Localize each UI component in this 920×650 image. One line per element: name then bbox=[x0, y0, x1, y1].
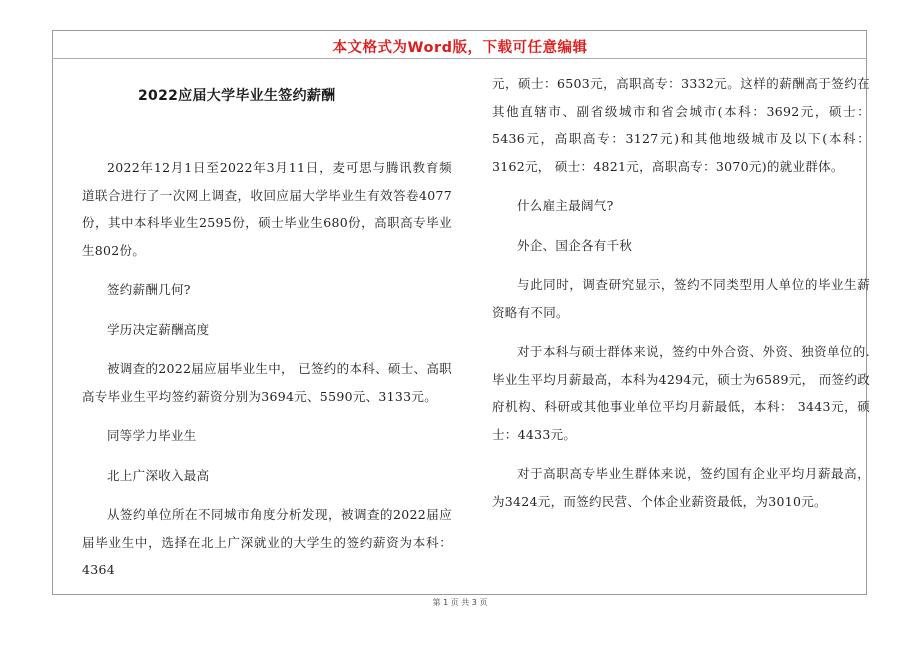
paragraph-city-analysis-cont: 元，硕士：6503元，高职高专：3332元。这样的薪酬高于签约在其他直辖市、副省级城市和省会城市(本科：3692元，硕士：5436元，高职高专：3127元)和其他地级城市及以下(本科：3162元， 硕士：4821元，高职高专：3070元)的就业群体。 bbox=[492, 76, 870, 174]
editable-notice-banner: 本文格式为Word版，下载可任意编辑 bbox=[332, 40, 588, 56]
paragraph-city-analysis: 从签约单位所在不同城市角度分析发现，被调查的2022届应届毕业生中，选择在北上广深就业的大学生的签约薪资为本科：4364 bbox=[82, 507, 452, 577]
heading-foreign-state-firms: 外企、国企各有千秋 bbox=[517, 237, 633, 253]
heading-salary-question: 签约薪酬几何? bbox=[107, 282, 191, 297]
paragraph-survey-intro: 2022年12月1日至2022年3月11日，麦可思与腾讯教育频道联合进行了一次网上调查，收回应届大学毕业生有效答卷4077份，其中本科毕业生2595份，硕士毕业生680份，高职高专毕业生802份。 bbox=[82, 160, 452, 258]
heading-tier1-cities: 北上广深收入最高 bbox=[107, 467, 210, 483]
header-divider bbox=[52, 58, 867, 59]
right-column bbox=[492, 70, 870, 527]
heading-employer-question: 什么雇主最阔气? bbox=[517, 198, 614, 213]
page-number-footer: 第 1 页 共 3 页 bbox=[432, 598, 488, 607]
paragraph-bachelor-master: 对于本科与硕士群体来说，签约中外合资、外资、独资单位的.毕业生平均月薪最高，本科为4294元，硕士为6589元， 而签约政府机构、科研或其他事业单位平均月薪最低，本科： 3443元，硕士：4433元。 bbox=[492, 344, 870, 442]
document-title: 2022应届大学毕业生签约薪酬 bbox=[138, 88, 336, 104]
title-spacer bbox=[82, 108, 452, 154]
heading-same-degree: 同等学力毕业生 bbox=[107, 428, 197, 443]
heading-education-level: 学历决定薪酬高度 bbox=[107, 321, 210, 337]
paragraph-vocational: 对于高职高专毕业生群体来说，签约国有企业平均月薪最高，为3424元，而签约民营、个体企业薪资最低，为3010元。 bbox=[492, 466, 870, 509]
paragraph-employer-types: 与此同时，调查研究显示，签约不同类型用人单位的毕业生薪资略有不同。 bbox=[492, 277, 870, 320]
paragraph-average-salary: 被调查的2022届应届毕业生中， 已签约的本科、硕士、高职高专毕业生平均签约薪资分别为3694元、5590元、3133元。 bbox=[82, 361, 452, 404]
left-column bbox=[82, 70, 452, 596]
